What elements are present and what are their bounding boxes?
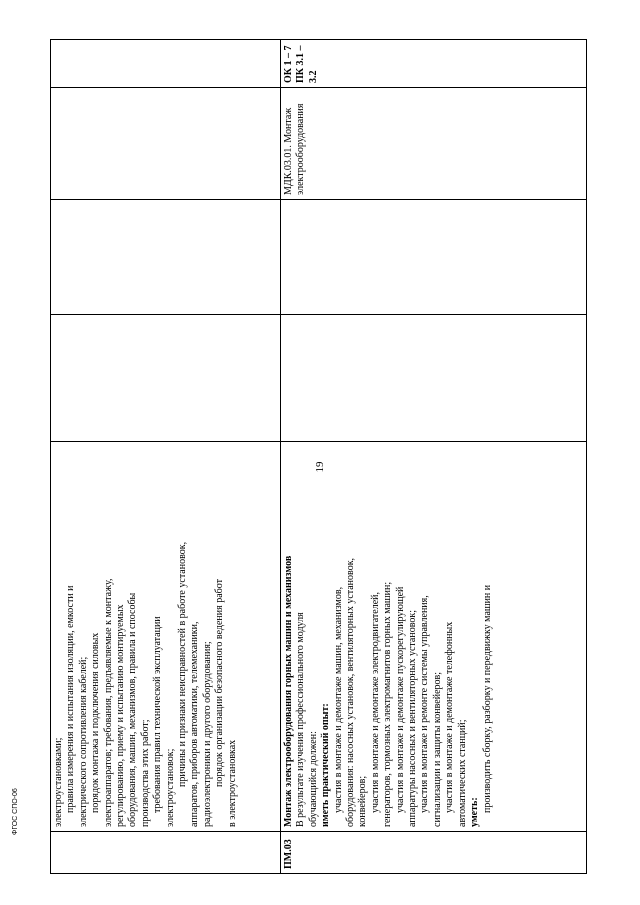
text-line: В результате изучения профессионального модуля [295,612,307,827]
cell-content [51,442,281,832]
table-wrapper [50,40,586,874]
text-line: оборудования, машин, механизмов, правила и способы [127,592,139,827]
text-line: аппаратуры насосных и вентиляторных установок; [407,609,419,827]
text-line: требования правил технической эксплуатации [152,616,164,813]
curriculum-table [50,39,587,874]
competency-ok: ОК 1 – 7 [283,45,294,83]
cell-competencies [51,40,281,88]
cell-competencies [281,40,587,88]
text-line: аппаратов, приборов автоматики, телемеханики, [189,621,201,827]
text-line: порядок монтажа и подключения силовых [90,632,102,813]
text-line: автоматических станций; [456,719,468,827]
competency-pk: ПК 3.1 – 3.2 [295,45,319,83]
cell-code [281,832,587,874]
text-line: участия в монтаже и демонтаже электродвигателей, [369,592,381,813]
page-number: 19 [314,461,326,473]
text-line: электроаппаратов; требования, предъявляемые к монтажу, [102,578,114,827]
table-row [51,40,281,874]
cell-mdk: МДК.03.01. Монтаж электрооборудования [281,88,587,200]
text-line: конвейеров; [357,775,369,827]
text-line: порядок организации безопасного ведения работ [214,579,226,787]
text-line: электрического сопротивления кабелей; [77,656,89,827]
text-line: сигнализации и защиты конвейеров; [431,671,443,827]
footer-label: ФГОС СПО-06 [12,788,19,835]
text-line: генераторов, тормозных электромагнитов горных машин; [382,581,394,827]
text-line: участия в монтаже и демонтаже телефонных [444,621,456,813]
cell-mdk [51,88,281,200]
text-line: причины и признаки неисправностей в работе установок, [177,541,189,787]
text-line: участия в монтаже и ремонте системы управления, [419,595,431,813]
text-line: правила измерения и испытания изоляции, емкости и [65,585,77,813]
cell-hours-2 [51,200,281,315]
text-line: оборудования: насосных установок, вентиляторных установок, [345,557,357,827]
module-title: Монтаж электрооборудования горных машин и механизмов [283,555,294,827]
cell-hours-1 [281,315,587,442]
rotated-content [50,40,586,874]
cell-content [281,442,587,832]
text-line: участия в монтаже и демонтаже пускорегулирующей [394,586,406,813]
text-line: радиоэлектроники и другого оборудования; [201,641,213,827]
text-line: электроустановками; [53,737,64,827]
text-line-heading: иметь практический опыт: [320,703,332,827]
text-line: регулированию, приему и испытанию монтируемых [115,604,127,827]
cell-hours-1 [51,315,281,442]
text-line-heading: уметь: [469,797,481,827]
text-line: электроустановок; [164,748,176,827]
text-line: участия в монтаже и демонтаже машин, механизмов, [332,586,344,813]
cell-hours-2 [281,200,587,315]
table-row [281,40,587,874]
text-line: обучающийся должен: [307,731,319,827]
text-line: производства этих работ; [139,719,151,827]
module-code: ПМ.03 [283,839,294,869]
text-line: в электроустановках [226,739,238,827]
text-line: производить сборку, разборку и передвижку машин и [481,584,493,813]
cell-code [51,832,281,874]
